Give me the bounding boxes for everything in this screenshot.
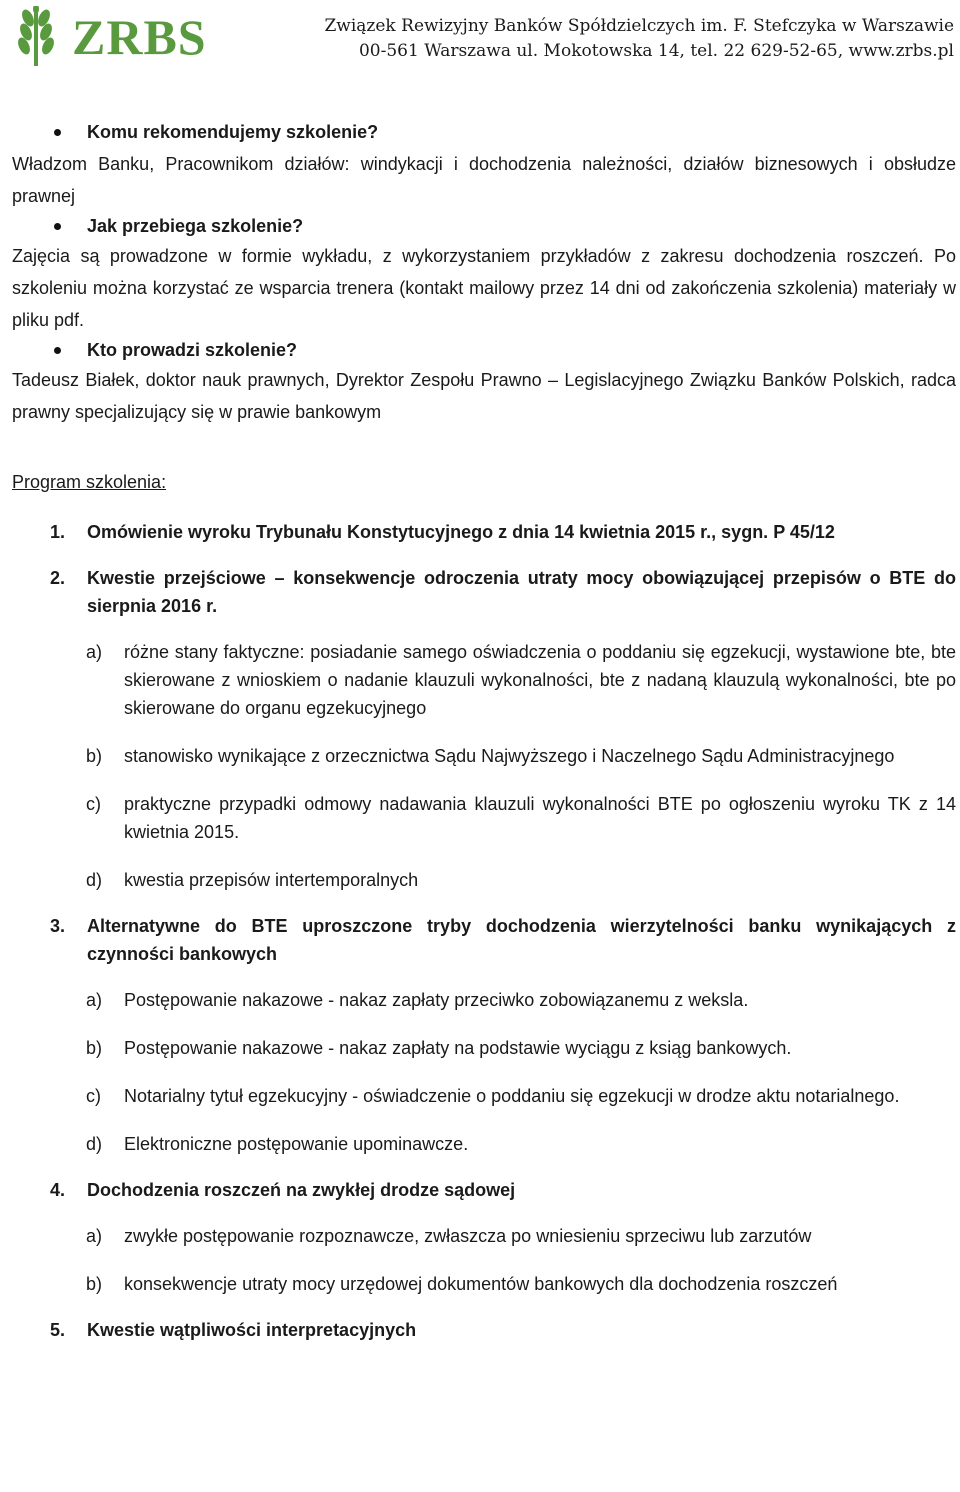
program-item [12, 912, 956, 1158]
item-number: 1. [50, 522, 66, 542]
item-number: 3. [50, 916, 66, 936]
subitem-letter: b) [86, 1038, 103, 1058]
subitem-text: stanowisko wynikające z orzecznictwa Sądu Najwyższego i Naczelnego Sądu Administracyjnego [124, 746, 895, 766]
subitem-text: kwestia przepisów intertemporalnych [124, 870, 419, 890]
subitem-text: Postępowanie nakazowe - nakaz zapłaty na podstawie wyciągu z ksiąg bankowych. [124, 1038, 792, 1058]
subitem-text: Postępowanie nakazowe - nakaz zapłaty przeciwko zobowiązanemu z weksla. [124, 990, 749, 1010]
item-number: 4. [50, 1180, 66, 1200]
program-subitem [12, 986, 956, 1014]
answer-trainer: Tadeusz Białek, doktor nauk prawnych, Dyrektor Zespołu Prawno – Legislacyjnego Związku Banków Polskich, radca prawny specjalizujący się w prawie bankowym [12, 370, 956, 422]
program-subitem [12, 742, 956, 770]
subitem-letter: c) [86, 794, 101, 814]
program-title: Program szkolenia: [12, 472, 167, 492]
program-item-heading [12, 564, 956, 620]
item-text: Kwestie wątpliwości interpretacyjnych [87, 1320, 417, 1340]
program-item-heading [12, 518, 956, 546]
program-subitem [12, 790, 956, 846]
subitem-letter: b) [86, 746, 103, 766]
answer-audience: Władzom Banku, Pracownikom działów: windykacji i dochodzenia należności, działów biznesowych i obsłudze prawnej [12, 154, 956, 206]
subitem-letter: a) [86, 1226, 103, 1246]
program-subitem [12, 1034, 956, 1062]
program-item-heading [12, 1176, 956, 1204]
program-list [12, 518, 956, 1344]
program-subitem [12, 1130, 956, 1158]
program-subitem [12, 1082, 956, 1110]
logo-wordmark: ZRBS [72, 9, 207, 65]
program-subitem [12, 1222, 956, 1250]
item-text: Dochodzenia roszczeń na zwykłej drodze sądowej [87, 1180, 516, 1200]
program-item-heading [12, 1316, 956, 1344]
question-audience: Komu rekomendujemy szkolenie? [12, 118, 956, 146]
program-item [12, 1176, 956, 1298]
organization-name: Związek Rewizyjny Banków Spółdzielczych im. F. Stefczyka w Warszawie [324, 16, 954, 36]
item-text: Alternatywne do BTE uproszczone tryby dochodzenia wierzytelności banku wynikających z czynności bankowych [87, 916, 956, 964]
answer-format: Zajęcia są prowadzone w formie wykładu, z wykorzystaniem przykładów z zakresu dochodzenia roszczeń. Po szkoleniu można korzystać ze wsparcia trenera (kontakt mailowy przez 14 dni od zakończenia szkolenia) materiały w pliku pdf. [12, 246, 956, 330]
subitem-letter: d) [86, 870, 103, 890]
bullet-icon [54, 223, 61, 230]
question-format: Jak przebiega szkolenie? [12, 212, 956, 240]
document-body [12, 118, 956, 1344]
bullet-icon [54, 129, 61, 136]
subitem-text: Elektroniczne postępowanie upominawcze. [124, 1134, 469, 1154]
program-item [12, 564, 956, 894]
item-number: 2. [50, 568, 66, 588]
subitem-letter: a) [86, 642, 103, 662]
item-text: Omówienie wyroku Trybunału Konstytucyjnego z dnia 14 kwietnia 2015 r., sygn. P 45/12 [87, 522, 835, 542]
page-header [0, 0, 960, 80]
subitem-text: różne stany faktyczne: posiadanie samego oświadczenia o poddaniu się egzekucji, wystawione bte, bte skierowane z wnioskiem o nadanie klauzuli wykonalności, bte z nadaną klauzulą wykonalności, bte po skierowane do organu egzekucyjnego [124, 642, 956, 718]
subitem-letter: d) [86, 1134, 103, 1154]
program-item-heading [12, 912, 956, 968]
question-trainer: Kto prowadzi szkolenie? [12, 336, 956, 364]
program-item [12, 1316, 956, 1344]
organization-info [324, 14, 954, 64]
item-number: 5. [50, 1320, 66, 1340]
wheat-logo-icon [8, 6, 64, 68]
bullet-icon [54, 347, 61, 354]
subitem-text: praktyczne przypadki odmowy nadawania klauzuli wykonalności BTE po ogłoszeniu wyroku TK z 14 kwietnia 2015. [124, 794, 956, 842]
item-text: Kwestie przejściowe – konsekwencje odroczenia utraty mocy obowiązującej przepisów o BTE do sierpnia 2016 r. [87, 568, 956, 616]
program-item [12, 518, 956, 546]
subitem-letter: b) [86, 1274, 103, 1294]
subitem-text: Notarialny tytuł egzekucyjny - oświadczenie o poddaniu się egzekucji w drodze aktu notarialnego. [124, 1086, 900, 1106]
subitem-text: zwykłe postępowanie rozpoznawcze, zwłaszcza po wniesieniu sprzeciwu lub zarzutów [124, 1226, 812, 1246]
subitem-letter: c) [86, 1086, 101, 1106]
organization-address: 00-561 Warszawa ul. Mokotowska 14, tel. 22 629-52-65, www.zrbs.pl [358, 41, 954, 61]
subitem-text: konsekwencje utraty mocy urzędowej dokumentów bankowych dla dochodzenia roszczeń [124, 1274, 838, 1294]
zrbs-logo [8, 6, 208, 68]
subitem-letter: a) [86, 990, 103, 1010]
program-subitem [12, 866, 956, 894]
program-subitem [12, 1270, 956, 1298]
program-subitem [12, 638, 956, 722]
